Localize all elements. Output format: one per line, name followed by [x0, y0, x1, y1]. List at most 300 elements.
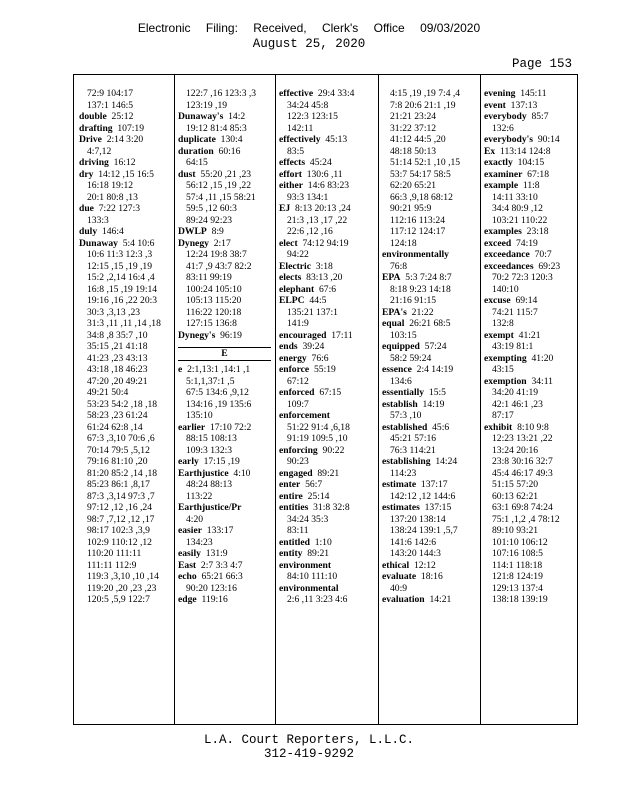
index-word: exempt: [484, 329, 514, 341]
index-entry: [484, 295, 576, 307]
word-index-frame: [73, 74, 578, 725]
index-word: ethical: [382, 559, 410, 571]
index-entry: [382, 571, 477, 583]
index-continuation: 117:12 124:17: [390, 226, 446, 237]
index-column-2-d-entries: [178, 88, 271, 341]
index-entry: [279, 445, 374, 457]
index-word: essence: [382, 364, 412, 375]
index-entry: [79, 123, 171, 135]
index-refs: 11:8: [518, 180, 540, 191]
index-word: environmentally: [382, 249, 449, 260]
index-entry: [382, 594, 477, 606]
filing-part: Office: [373, 21, 405, 35]
index-continuation: 97:12 ,12 ,16 ,24: [87, 502, 153, 513]
index-word: duplicate: [178, 134, 216, 145]
index-continuation: 121:8 124:19: [492, 571, 543, 582]
index-word: Electric: [279, 260, 311, 272]
index-refs: 65:21 66:3: [196, 571, 243, 582]
index-entry: [279, 583, 374, 595]
index-entry: [279, 157, 374, 169]
index-continuation: 48:18 50:13: [390, 145, 437, 157]
index-entry: [382, 560, 477, 572]
index-continuation: 23:8 30:16 32:7: [492, 456, 553, 467]
index-refs: 4:10: [228, 467, 251, 479]
index-word: Dynegy's: [178, 329, 216, 341]
index-continuation: 10:6 11:3 12:3 ,3: [87, 249, 153, 260]
index-refs: 17:15 ,19: [198, 456, 240, 467]
index-entry: [178, 169, 271, 181]
index-refs: 14:6 83:23: [302, 180, 350, 191]
index-continuation: 83:11 99:19: [186, 272, 232, 283]
index-continuation: 141:6 142:6: [390, 536, 437, 548]
index-refs: 17:11: [326, 329, 353, 341]
index-continuation: 103:21 110:22: [492, 214, 548, 226]
index-entry: [484, 330, 576, 342]
index-continuation: 113:22: [186, 490, 213, 502]
filing-part: Clerk's: [321, 21, 359, 35]
index-continuation: 137:20 138:14: [390, 513, 446, 525]
index-refs: 130:4: [215, 134, 243, 145]
index-word: examiner: [484, 168, 523, 180]
index-continuation: 76:3 114:21: [390, 444, 436, 456]
index-refs: 14:19: [417, 398, 445, 410]
index-continuation: 13:24 20:16: [492, 444, 539, 456]
index-entry: [279, 295, 374, 307]
reporter-company: L.A. Court Reporters, L.L.C.: [203, 733, 415, 747]
index-continuation: 53:23 54:2 ,18 ,18: [87, 398, 158, 410]
index-entry: [484, 376, 576, 388]
index-refs: 14:12 ,15 16:5: [93, 168, 154, 180]
index-word: enforcing: [279, 444, 318, 456]
index-continuation: 63:1 69:8 74:24: [492, 502, 553, 513]
index-continuation: 75:1 ,1,2 ,4 78:12: [492, 513, 560, 525]
section-letter-header: E: [178, 347, 271, 361]
index-continuation: 84:10 111:10: [287, 571, 338, 582]
column-divider: [174, 75, 175, 724]
index-refs: 21:22: [406, 306, 434, 318]
index-continuation: 122:7 ,16 123:3 ,3: [186, 88, 257, 99]
index-entry: [382, 307, 477, 319]
index-entry: [484, 100, 576, 112]
index-entry: [279, 330, 374, 342]
index-continuation: 101:10 106:12: [492, 536, 548, 548]
index-continuation: 110:20 111:11: [87, 548, 142, 559]
index-refs: 8:13 20:13 ,24: [290, 203, 351, 214]
index-word: energy: [279, 352, 307, 364]
index-refs: 14:21: [424, 594, 452, 605]
index-continuation: 134:23: [186, 536, 213, 548]
index-entry: [484, 422, 576, 434]
index-continuation: 34:20 41:19: [492, 387, 539, 398]
index-entry: [484, 134, 576, 146]
index-refs: 67:18: [522, 168, 550, 180]
index-continuation: 134:16 ,19 135:6: [186, 398, 252, 410]
index-refs: 14:2: [223, 111, 246, 122]
index-word: East: [178, 559, 197, 571]
column-divider: [378, 75, 379, 724]
index-continuation: 143:20 144:3: [390, 548, 441, 559]
index-continuation: 105:13 115:20: [186, 295, 242, 306]
index-continuation: 124:18: [390, 237, 417, 249]
index-word: effort: [279, 168, 302, 180]
index-refs: 26:21 68:5: [404, 318, 451, 329]
index-continuation: 20:1 80:8 ,13: [87, 191, 138, 203]
index-word: entire: [279, 490, 303, 502]
index-continuation: 137:1 146:5: [87, 99, 134, 111]
index-continuation: 21:21 23:24: [390, 111, 437, 122]
index-entry: [178, 330, 271, 342]
filing-part: Electronic: [137, 21, 191, 35]
index-word: entities: [279, 502, 309, 513]
index-word: event: [484, 99, 506, 111]
index-word: encouraged: [279, 329, 327, 341]
index-continuation: 4:20: [186, 513, 204, 525]
index-word: EPA: [382, 272, 401, 283]
index-entry: [484, 146, 576, 158]
index-word: everybody's: [484, 134, 534, 145]
index-refs: 55:20 ,21 ,23: [195, 168, 252, 180]
index-entry: [279, 284, 374, 296]
index-continuation: 114:1 118:18: [492, 559, 543, 571]
index-continuation: 35:15 ,21 41:18: [87, 341, 148, 352]
index-continuation: 58:23 ,23 61:24: [87, 410, 148, 421]
index-entry: [279, 387, 374, 399]
index-refs: 34:11: [526, 375, 553, 387]
index-refs: 55:19: [309, 364, 336, 375]
index-continuation: 34:4 80:9 ,12: [492, 203, 543, 214]
index-entry: [178, 238, 271, 250]
index-entry: [178, 364, 271, 376]
index-refs: 137:13: [505, 99, 538, 111]
index-refs: 113:14 124:8: [495, 145, 551, 157]
index-word: evaluate: [382, 571, 417, 582]
index-refs: 56:7: [300, 479, 323, 490]
index-refs: 60:16: [213, 145, 241, 157]
index-continuation: 14:11 33:10: [492, 191, 538, 203]
index-word: effective: [279, 88, 314, 99]
index-continuation: 41:12 44:5 ,20: [390, 134, 446, 145]
index-continuation: 62:20 65:21: [390, 180, 437, 191]
index-entry: [178, 146, 271, 158]
index-word: exactly: [484, 157, 513, 168]
index-continuation: 57:4 ,11 ,15 58:21: [186, 191, 256, 203]
index-refs: 130:6 ,11: [301, 168, 343, 180]
index-refs: 89:21: [302, 548, 330, 559]
index-continuation: 60:13 62:21: [492, 490, 539, 502]
index-continuation: 16:18 19:12: [87, 180, 134, 191]
index-continuation: 51:22 91:4 ,6,18: [287, 421, 350, 433]
index-word: easily: [178, 548, 201, 559]
index-refs: 90:22: [317, 444, 345, 456]
index-entry: [79, 169, 171, 181]
index-refs: 89:21: [312, 467, 340, 479]
index-continuation: 21:3 ,13 ,17 ,22: [287, 214, 348, 226]
index-entry: [382, 502, 477, 514]
index-entry: [79, 111, 171, 123]
index-continuation: 34:8 ,8 35:7 ,10: [87, 329, 148, 341]
index-word: environment: [279, 559, 332, 571]
index-continuation: 43:19 81:1: [492, 341, 534, 352]
index-entry: [484, 226, 576, 238]
index-word: examples: [484, 226, 522, 237]
index-continuation: 67:5 134:6 ,9,12: [186, 387, 249, 398]
index-word: enter: [279, 479, 301, 490]
index-word: establish: [382, 398, 418, 410]
index-refs: 1:10: [309, 536, 332, 548]
index-word: Dunaway: [79, 237, 118, 249]
index-refs: 131:9: [200, 548, 228, 559]
index-continuation: 31:22 37:12: [390, 122, 437, 134]
index-refs: 69:23: [533, 260, 561, 272]
index-word: edge: [178, 594, 197, 605]
index-continuation: 129:13 137:4: [492, 582, 543, 594]
filing-part: 09/03/2020: [420, 21, 481, 35]
index-entry: [279, 238, 374, 250]
index-continuation: 135:21 137:1: [287, 306, 338, 318]
index-word: EJ: [279, 203, 291, 214]
index-word: exhibit: [484, 421, 513, 433]
index-entry: [79, 157, 171, 169]
index-entry: [484, 157, 576, 169]
index-word: example: [484, 180, 519, 191]
index-continuation: 12:15 ,15 ,19 ,19: [87, 260, 153, 272]
index-continuation: 94:22: [287, 249, 309, 260]
index-refs: 119:16: [196, 594, 228, 605]
index-word: ELPC: [279, 295, 305, 306]
index-continuation: 98:7 ,7,12 ,12 ,17: [87, 513, 155, 525]
index-continuation: 123:19 ,19: [186, 99, 228, 111]
index-continuation: 114:23: [390, 467, 417, 479]
index-entry: [178, 548, 271, 560]
index-column-2-e-entries: [178, 364, 271, 606]
filing-part: Received,: [253, 21, 307, 35]
index-word: easier: [178, 525, 202, 536]
index-word: due: [79, 203, 94, 214]
index-continuation: 120:5 ,5,9 122:7: [87, 594, 150, 605]
index-word: Dynegy: [178, 237, 209, 249]
index-continuation: 141:9: [287, 318, 309, 329]
index-refs: 25:12: [106, 111, 134, 122]
index-continuation: 91:19 109:5 ,10: [287, 433, 348, 444]
index-refs: 104:15: [512, 157, 545, 168]
filing-stamp: [0, 21, 618, 35]
index-entry: [484, 88, 576, 100]
index-entry: [484, 353, 576, 365]
index-word: excuse: [484, 295, 511, 306]
index-word: Earthjustice: [178, 467, 229, 479]
index-continuation: 15:2 ,2,14 16:4 ,4: [87, 272, 155, 283]
index-entry: [279, 88, 374, 100]
index-word: Dunaway's: [178, 111, 224, 122]
index-entry: [382, 364, 477, 376]
index-entry: [484, 180, 576, 192]
reporter-phone: 312-419-9292: [263, 747, 354, 761]
index-continuation: 138:24 139:1 ,5,7: [390, 525, 458, 536]
index-continuation: 19:12 81:4 85:3: [186, 122, 247, 134]
index-continuation: 72:9 104:17: [87, 88, 134, 99]
index-continuation: 89:10 93:21: [492, 525, 539, 536]
index-continuation: 5:1,1,37:1 ,5: [186, 375, 235, 387]
index-word: EPA's: [382, 306, 407, 318]
index-entry: [79, 203, 171, 215]
index-word: dry: [79, 168, 94, 180]
index-refs: 133:17: [201, 525, 234, 536]
index-continuation: 93:3 134:1: [287, 191, 329, 203]
index-entry: [178, 468, 271, 480]
index-continuation: 61:24 62:8 ,14: [87, 421, 143, 433]
index-entry: [79, 238, 171, 250]
index-continuation: 66:3 ,9,18 68:12: [390, 191, 453, 203]
index-continuation: 48:24 88:13: [186, 479, 233, 490]
index-continuation: 133:3: [87, 214, 109, 226]
index-word: exceed: [484, 237, 512, 249]
index-continuation: 83:11: [287, 525, 309, 536]
index-refs: 15:5: [424, 387, 446, 398]
index-entry: [279, 410, 374, 422]
index-continuation: 102:9 110:12 ,12: [87, 536, 152, 548]
index-continuation: 76:8: [390, 260, 408, 272]
index-word: estimate: [382, 479, 417, 490]
index-word: driving: [79, 157, 109, 168]
index-refs: 57:24: [419, 341, 447, 352]
index-continuation: 135:10: [186, 410, 213, 421]
index-refs: 67:15: [314, 387, 342, 398]
index-refs: 83:13 ,20: [301, 272, 343, 283]
index-continuation: 142:11: [287, 122, 314, 134]
index-word: elephant: [279, 283, 315, 295]
index-word: effects: [279, 157, 306, 168]
index-continuation: 122:3 123:15: [287, 111, 338, 122]
index-entry: [382, 318, 477, 330]
index-continuation: 21:16 91:15: [390, 295, 437, 306]
index-entry: [279, 502, 374, 514]
index-entry: [279, 180, 374, 192]
index-entry: [484, 169, 576, 181]
index-continuation: 112:16 113:24: [390, 214, 445, 226]
index-refs: 23:18: [521, 226, 549, 237]
index-continuation: 8:18 9:23 14:18: [390, 283, 451, 295]
index-refs: 137:15: [419, 502, 452, 513]
index-continuation: 7:8 20:6 21:1 ,19: [390, 99, 456, 111]
index-entry: [279, 548, 374, 560]
index-entry: [279, 341, 374, 353]
index-continuation: 89:24 92:23: [186, 214, 233, 226]
index-refs: 5:4 10:6: [117, 237, 155, 249]
index-continuation: 57:3 ,10: [390, 410, 422, 421]
index-word: double: [79, 111, 107, 122]
index-continuation: 87:3 ,3,14 97:3 ,7: [87, 490, 155, 502]
index-continuation: 83:5: [287, 145, 305, 157]
index-entry: [279, 353, 374, 365]
index-continuation: 34:24 45:8: [287, 99, 329, 111]
index-continuation: 70:14 79:5 ,5,12: [87, 444, 150, 456]
index-refs: 41:21: [513, 329, 541, 341]
index-continuation: 127:15 136:8: [186, 318, 237, 329]
index-continuation: 45:21 57:16: [390, 433, 437, 444]
index-continuation: 51:14 52:1 ,10 ,15: [390, 157, 461, 168]
index-continuation: 22:6 ,12 ,16: [287, 226, 333, 237]
index-continuation: 81:20 85:2 ,14 ,18: [87, 467, 158, 479]
column-divider: [275, 75, 276, 724]
index-entry: [178, 134, 271, 146]
index-continuation: 40:9: [390, 582, 408, 594]
index-continuation: 87:17: [492, 410, 514, 421]
index-entry: [382, 341, 477, 353]
index-refs: 2:14 3:20: [101, 134, 144, 145]
index-word: DWLP: [178, 226, 207, 237]
index-word: elect: [279, 237, 298, 249]
index-continuation: 79:16 81:10 ,20: [87, 456, 148, 467]
index-word: exempting: [484, 352, 527, 364]
index-entry: [382, 422, 477, 434]
index-refs: 85:7: [526, 111, 549, 122]
index-entry: [382, 456, 477, 468]
index-word: entitled: [279, 536, 310, 548]
index-refs: 2:7 3:3 4:7: [196, 559, 243, 571]
index-entry: [178, 594, 271, 606]
index-word: environmental: [279, 582, 339, 594]
filing-part: Filing:: [205, 21, 238, 35]
index-word: e: [178, 364, 183, 375]
index-continuation: 67:3 ,3,10 70:6 ,6: [87, 433, 155, 444]
index-refs: 70:7: [529, 249, 552, 260]
index-continuation: 98:17 102:3 ,3,9: [87, 525, 150, 536]
index-refs: 39:24: [297, 341, 325, 352]
index-refs: 44:5: [304, 295, 327, 306]
index-entry: [178, 525, 271, 537]
index-continuation: 132:8: [492, 318, 514, 329]
index-refs: 14:24: [430, 456, 458, 467]
index-continuation: 74:21 115:7: [492, 306, 538, 318]
index-refs: 2:4 14:19: [411, 364, 454, 375]
index-continuation: 2:6 ,11 3:23 4:6: [287, 594, 348, 605]
index-refs: 7:22 127:3: [93, 203, 141, 214]
index-column-2: [178, 88, 271, 718]
index-word: equipped: [382, 341, 420, 352]
index-word: exceedance: [484, 249, 530, 260]
index-refs: 74:19: [511, 237, 538, 249]
index-continuation: 41:7 ,9 43:7 82:2: [186, 260, 252, 272]
index-word: enforced: [279, 387, 315, 398]
index-refs: 45:24: [305, 157, 332, 168]
index-entry: [279, 261, 374, 273]
index-continuation: 109:7: [287, 398, 309, 410]
index-entry: [178, 456, 271, 468]
index-entry: [382, 399, 477, 411]
index-continuation: 31:3 ,11 ,11 ,14 ,18: [87, 318, 161, 329]
index-refs: 16:12: [108, 157, 136, 168]
index-word: elects: [279, 272, 302, 283]
index-continuation: 45:4 46:17 49:3: [492, 467, 553, 479]
index-continuation: 49:21 50:4: [87, 387, 129, 398]
index-entry: [178, 111, 271, 123]
index-continuation: 51:15 57:20: [492, 479, 539, 490]
index-continuation: 90:23: [287, 456, 309, 467]
index-entry: [484, 111, 576, 123]
index-refs: 67:6: [314, 283, 337, 295]
index-refs: 3:18: [310, 260, 333, 272]
index-continuation: 4:15 ,19 ,19 7:4 ,4: [390, 88, 461, 99]
index-refs: 145:11: [515, 88, 547, 99]
index-continuation: 4:7,12: [87, 145, 112, 157]
index-entry: [382, 249, 477, 261]
index-refs: 45:13: [320, 134, 348, 145]
index-word: either: [279, 180, 303, 191]
index-word: drafting: [79, 122, 113, 134]
index-entry: [279, 468, 374, 480]
index-word: echo: [178, 571, 197, 582]
index-refs: 107:19: [112, 122, 145, 134]
